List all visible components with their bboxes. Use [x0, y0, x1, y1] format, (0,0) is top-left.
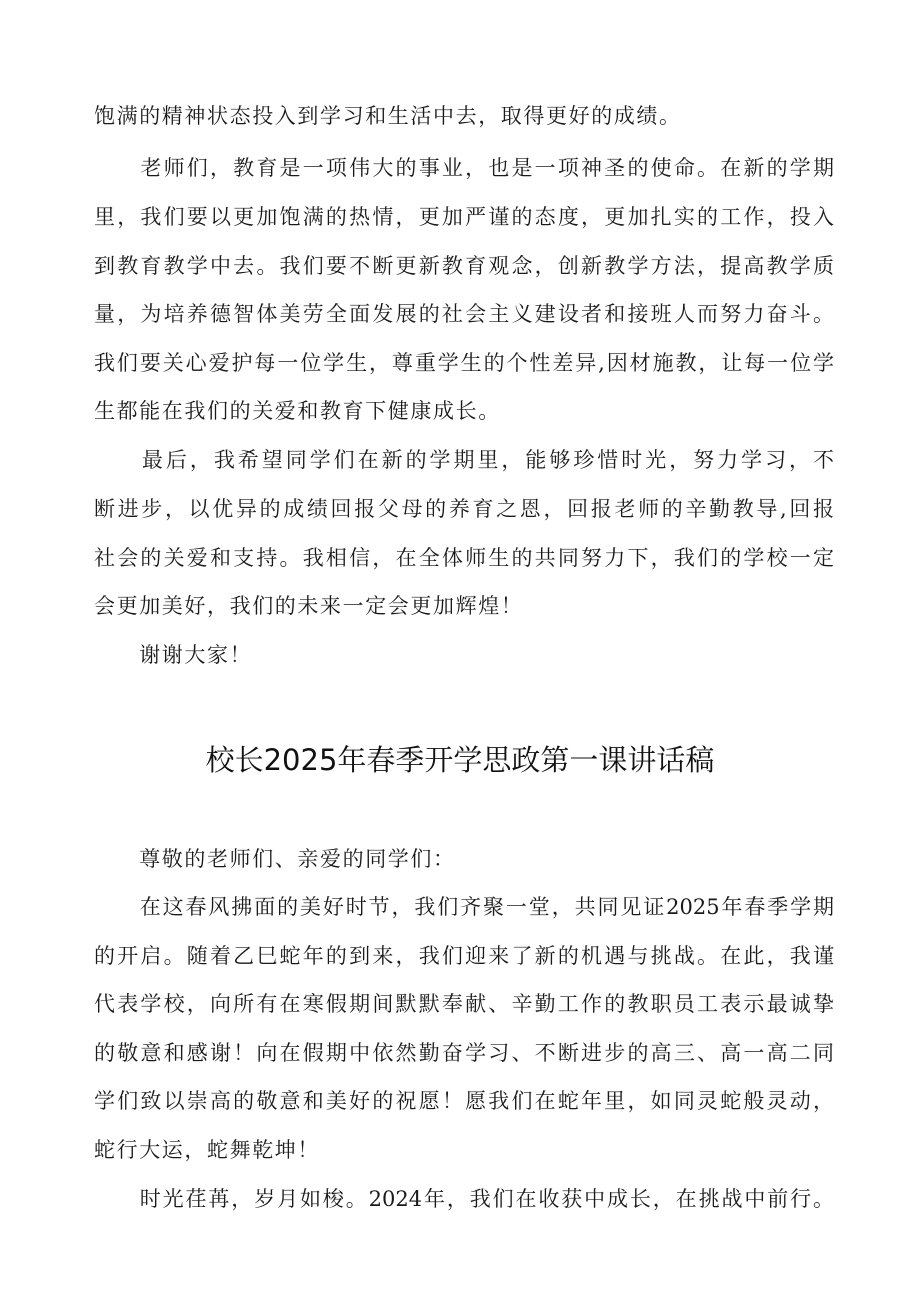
paragraph-line: 量，为培养德智体美劳全面发展的社会主义建设者和接班人而努力奋斗。: [94, 302, 834, 326]
paragraph-line: 老师们，教育是一项伟大的事业，也是一项神圣的使命。在新的学期: [94, 156, 834, 180]
page-title: 校长2025年春季开学思政第一课讲话稿: [205, 743, 715, 777]
paragraph-line: 的开启。随着乙巳蛇年的到来，我们迎来了新的机遇与挑战。在此，我谨: [94, 944, 834, 968]
paragraph-line: 谢谢大家！: [94, 643, 253, 667]
paragraph-line: 生都能在我们的关爱和教育下健康成长。: [94, 399, 501, 423]
paragraph-line: 饱满的精神状态投入到学习和生活中去，取得更好的成绩。: [94, 104, 682, 128]
paragraph-line: 会更加美好，我们的未来一定会更加辉煌！: [94, 594, 524, 618]
paragraph-line: 代表学校，向所有在寒假期间默默奉献、辛勤工作的教职员工表示最诚挚: [94, 992, 834, 1016]
salutation-line: 尊敬的老师们、亲爱的同学们：: [94, 847, 456, 871]
paragraph-line: 最后，我希望同学们在新的学期里，能够珍惜时光，努力学习，不: [94, 448, 834, 472]
paragraph-line: 断进步，以优异的成绩回报父母的养育之恩，回报老师的辛勤教导,回报: [94, 497, 834, 521]
paragraph-line: 到教育教学中去。我们要不断更新教育观念，创新教学方法，提高教学质: [94, 254, 834, 278]
paragraph-line: 时光荏苒，岁月如梭。2024年，我们在收获中成长，在挑战中前行。: [94, 1187, 834, 1211]
paragraph-line: 里，我们要以更加饱满的热情，更加严谨的态度，更加扎实的工作，投入: [94, 205, 834, 229]
paragraph-line: 在这春风拂面的美好时节，我们齐聚一堂，共同见证2025年春季学期: [94, 895, 834, 919]
paragraph-line: 我们要关心爱护每一位学生，尊重学生的个性差异,因材施教，让每一位学: [94, 351, 834, 375]
paragraph-line: 学们致以崇高的敬意和美好的祝愿！愿我们在蛇年里，如同灵蛇般灵动，: [94, 1089, 834, 1113]
paragraph-line: 社会的关爱和支持。我相信，在全体师生的共同努力下，我们的学校一定: [94, 546, 834, 570]
paragraph-line: 蛇行大运，蛇舞乾坤！: [94, 1138, 320, 1162]
paragraph-line: 的敬意和感谢！向在假期中依然勤奋学习、不断进步的高三、高一高二同: [94, 1041, 834, 1065]
